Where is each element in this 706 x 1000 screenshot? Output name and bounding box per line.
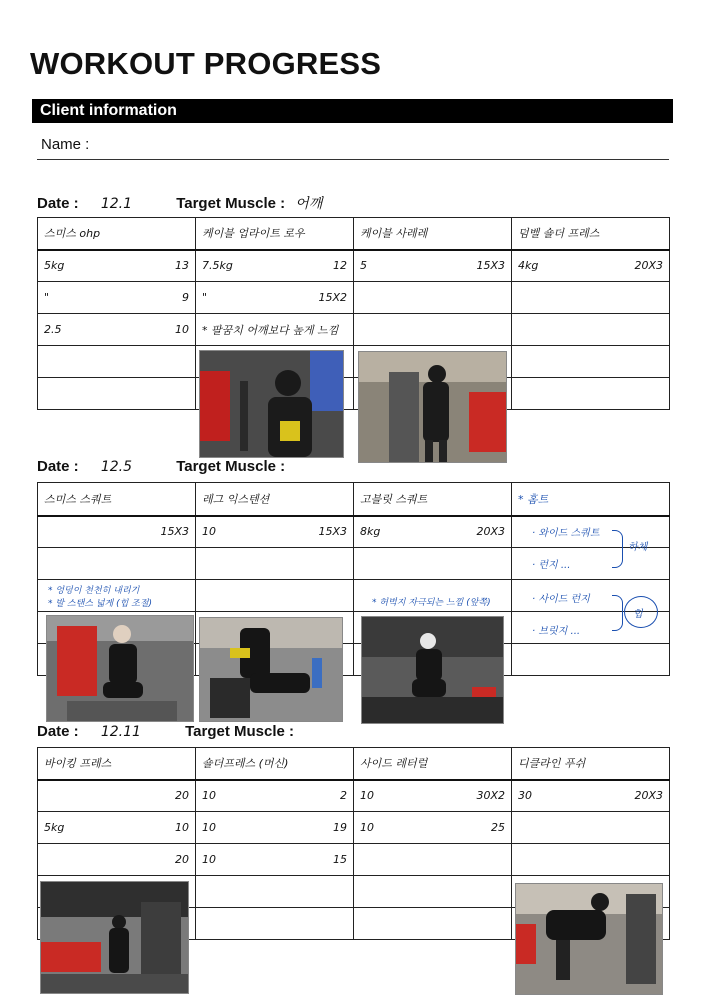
set-cell[interactable] bbox=[196, 314, 354, 346]
set-cell[interactable] bbox=[512, 250, 670, 282]
date-label: Date : bbox=[37, 723, 79, 740]
table-row bbox=[38, 780, 670, 812]
set-cell[interactable] bbox=[512, 282, 670, 314]
table-row bbox=[38, 844, 670, 876]
set-cell[interactable] bbox=[354, 812, 512, 844]
target-muscle-label: Target Muscle : bbox=[176, 195, 286, 212]
set-cell[interactable] bbox=[38, 378, 196, 410]
set-cell-content bbox=[44, 525, 189, 538]
reps-value: 15X3 bbox=[476, 259, 505, 273]
set-cell-content bbox=[202, 291, 347, 304]
table-header-row bbox=[38, 483, 670, 516]
exercise-header-cell[interactable]: 케이블 업라이트 로우 bbox=[196, 218, 354, 250]
table-header-row bbox=[38, 218, 670, 250]
reps-value: 20X3 bbox=[634, 259, 663, 273]
reps-value: 10 bbox=[175, 323, 189, 336]
set-cell[interactable] bbox=[38, 516, 196, 548]
reps-value: 12 bbox=[333, 259, 347, 273]
exercise-header-cell[interactable]: 스미스 ohp bbox=[38, 218, 196, 250]
weight-value: 5kg bbox=[44, 259, 65, 273]
set-cell-content bbox=[202, 525, 347, 538]
exercise-header-cell[interactable]: * 홈트 bbox=[512, 483, 670, 516]
home-workout-item-4: · 브릿지 ... bbox=[532, 626, 581, 637]
set-cell[interactable] bbox=[38, 812, 196, 844]
weight-value: 10 bbox=[360, 821, 374, 834]
set-cell[interactable] bbox=[196, 548, 354, 580]
set-cell[interactable] bbox=[196, 580, 354, 612]
set-cell[interactable] bbox=[196, 250, 354, 282]
session-2-photo-1 bbox=[46, 615, 194, 722]
set-cell[interactable] bbox=[196, 908, 354, 940]
reps-value: 20X3 bbox=[634, 789, 663, 803]
exercise-header-cell[interactable]: 바이킹 프레스 bbox=[38, 748, 196, 780]
session-2-note-3: * 허벅지 자극되는 느낌 (앞쪽) bbox=[372, 598, 491, 608]
exercise-header-cell[interactable]: 사이드 레터럴 bbox=[354, 748, 512, 780]
table-row bbox=[38, 314, 670, 346]
session-1-photo-1 bbox=[199, 350, 344, 458]
table-row bbox=[38, 548, 670, 580]
session-2-photo-3 bbox=[361, 616, 504, 724]
table-row bbox=[38, 282, 670, 314]
gym-photo-image bbox=[516, 884, 662, 994]
exercise-header-cell[interactable]: 레그 익스텐션 bbox=[196, 483, 354, 516]
gym-photo-image bbox=[47, 616, 193, 721]
reps-value: 19 bbox=[333, 821, 347, 834]
session-2-note-2: * 발 스탠스 넓게 (힙 조절) bbox=[48, 599, 153, 609]
session-1-date: 12.1 bbox=[100, 196, 133, 212]
target-muscle-label: Target Muscle : bbox=[176, 458, 286, 475]
set-cell[interactable] bbox=[38, 548, 196, 580]
set-cell-content bbox=[44, 259, 189, 272]
gym-photo-image bbox=[359, 352, 506, 462]
set-cell-content bbox=[202, 322, 347, 338]
set-cell-content bbox=[360, 821, 505, 834]
session-1-header bbox=[37, 193, 322, 213]
exercise-header-cell[interactable]: 스미스 스쿼트 bbox=[38, 483, 196, 516]
table-row bbox=[38, 812, 670, 844]
weight-value: 7.5kg bbox=[202, 259, 233, 273]
set-cell-content bbox=[44, 853, 189, 866]
set-cell[interactable] bbox=[38, 346, 196, 378]
set-cell[interactable] bbox=[38, 780, 196, 812]
set-cell[interactable] bbox=[354, 780, 512, 812]
home-workout-item-3: · 사이드 런지 bbox=[532, 594, 590, 605]
home-bracket-2 bbox=[612, 595, 623, 631]
exercise-header-cell[interactable]: 케이블 사레레 bbox=[354, 218, 512, 250]
exercise-header-cell[interactable]: 고블릿 스쿼트 bbox=[354, 483, 512, 516]
client-information-bar: Client information bbox=[32, 99, 673, 123]
set-cell-content bbox=[44, 323, 189, 336]
set-cell[interactable] bbox=[354, 844, 512, 876]
exercise-header-cell[interactable]: 덤벨 숄더 프레스 bbox=[512, 218, 670, 250]
session-2-header bbox=[37, 458, 291, 475]
set-cell-content bbox=[360, 789, 505, 802]
set-cell[interactable] bbox=[354, 908, 512, 940]
reps-value: 15X3 bbox=[160, 525, 189, 539]
weight-value: 10 bbox=[202, 821, 216, 834]
reps-value: 13 bbox=[175, 259, 189, 273]
set-cell[interactable] bbox=[354, 282, 512, 314]
session-1-target: 어깨 bbox=[295, 196, 323, 212]
target-muscle-label: Target Muscle : bbox=[185, 723, 295, 740]
reps-value: 20X3 bbox=[476, 525, 505, 539]
set-cell[interactable] bbox=[354, 250, 512, 282]
reps-value: 25 bbox=[491, 821, 505, 834]
reps-value: 30X2 bbox=[476, 789, 505, 803]
session-1-photo-2 bbox=[358, 351, 507, 463]
session-2-photo-2 bbox=[199, 617, 343, 722]
set-cell[interactable] bbox=[38, 282, 196, 314]
set-cell[interactable] bbox=[512, 346, 670, 378]
set-cell[interactable] bbox=[354, 876, 512, 908]
session-3-date: 12.11 bbox=[100, 724, 141, 740]
set-cell-content bbox=[202, 853, 347, 866]
exercise-header-cell[interactable]: 숄더프레스 (머신) bbox=[196, 748, 354, 780]
set-cell[interactable] bbox=[38, 314, 196, 346]
gym-photo-image bbox=[200, 351, 343, 457]
set-cell[interactable] bbox=[38, 844, 196, 876]
set-cell[interactable] bbox=[512, 844, 670, 876]
reps-value: 2 bbox=[340, 789, 347, 803]
set-cell[interactable] bbox=[354, 314, 512, 346]
set-cell[interactable] bbox=[512, 644, 670, 676]
name-field-line[interactable] bbox=[37, 159, 669, 160]
session-3-photo-1 bbox=[40, 881, 189, 994]
reps-value: 15X3 bbox=[318, 525, 347, 539]
session-2-note-1: * 엉덩이 천천히 내리기 bbox=[48, 586, 140, 596]
weight-value: " bbox=[202, 291, 208, 304]
set-cell-content bbox=[202, 259, 347, 272]
set-cell[interactable] bbox=[196, 780, 354, 812]
weight-value: " bbox=[44, 291, 50, 304]
home-bracket-1 bbox=[612, 530, 623, 568]
set-cell[interactable] bbox=[196, 844, 354, 876]
table-row bbox=[38, 378, 670, 410]
home-workout-item-1: · 와이드 스쿼트 bbox=[532, 528, 600, 539]
set-cell-content bbox=[44, 821, 189, 834]
reps-value: 10 bbox=[175, 821, 189, 834]
session-1-table bbox=[37, 217, 670, 410]
set-cell-content bbox=[518, 259, 663, 272]
session-3-header bbox=[37, 723, 300, 740]
set-cell[interactable] bbox=[196, 812, 354, 844]
weight-value: * 팔꿈치 어깨보다 높게 느낌 bbox=[202, 323, 339, 337]
set-cell-content bbox=[518, 789, 663, 802]
name-label: Name : bbox=[41, 136, 90, 153]
gym-photo-image bbox=[41, 882, 188, 993]
set-cell[interactable] bbox=[196, 282, 354, 314]
reps-value: 20 bbox=[175, 853, 189, 866]
home-workout-item-2: · 런지 ... bbox=[532, 560, 571, 571]
set-cell-content bbox=[360, 525, 505, 538]
table-row bbox=[38, 346, 670, 378]
weight-value: 10 bbox=[202, 853, 216, 866]
date-label: Date : bbox=[37, 458, 79, 475]
set-cell[interactable] bbox=[354, 516, 512, 548]
weight-value: 5 bbox=[360, 259, 367, 273]
weight-value: 10 bbox=[202, 789, 216, 803]
session-2-date: 12.5 bbox=[100, 459, 133, 475]
set-cell-content bbox=[44, 291, 189, 304]
table-header-row bbox=[38, 748, 670, 780]
weight-value: 30 bbox=[518, 789, 532, 803]
weight-value: 2.5 bbox=[44, 323, 62, 336]
reps-value: 9 bbox=[182, 291, 189, 304]
set-cell-content bbox=[360, 259, 505, 272]
exercise-header-cell[interactable]: 디클라인 푸쉬 bbox=[512, 748, 670, 780]
gym-photo-image bbox=[200, 618, 342, 721]
weight-value: 4kg bbox=[518, 259, 539, 273]
home-tag-2: 힙 bbox=[633, 609, 643, 620]
weight-value: 8kg bbox=[360, 525, 381, 539]
set-cell-content bbox=[44, 789, 189, 802]
home-tag-1: 하체 bbox=[628, 542, 648, 553]
weight-value: 5kg bbox=[44, 821, 65, 834]
reps-value: 15X2 bbox=[318, 291, 347, 304]
set-cell[interactable] bbox=[512, 314, 670, 346]
set-cell[interactable] bbox=[38, 250, 196, 282]
set-cell[interactable] bbox=[512, 812, 670, 844]
table-row bbox=[38, 250, 670, 282]
reps-value: 15 bbox=[333, 853, 347, 866]
session-3-photo-2 bbox=[515, 883, 663, 995]
date-label: Date : bbox=[37, 195, 79, 212]
weight-value: 10 bbox=[360, 789, 374, 803]
set-cell[interactable] bbox=[196, 876, 354, 908]
set-cell[interactable] bbox=[354, 548, 512, 580]
set-cell[interactable] bbox=[512, 780, 670, 812]
set-cell[interactable] bbox=[196, 516, 354, 548]
set-cell[interactable] bbox=[512, 378, 670, 410]
reps-value: 20 bbox=[175, 789, 189, 803]
set-cell-content bbox=[202, 821, 347, 834]
weight-value: 10 bbox=[202, 525, 216, 539]
set-cell-content bbox=[202, 789, 347, 802]
page-title: WORKOUT PROGRESS bbox=[30, 46, 382, 81]
gym-photo-image bbox=[362, 617, 503, 723]
